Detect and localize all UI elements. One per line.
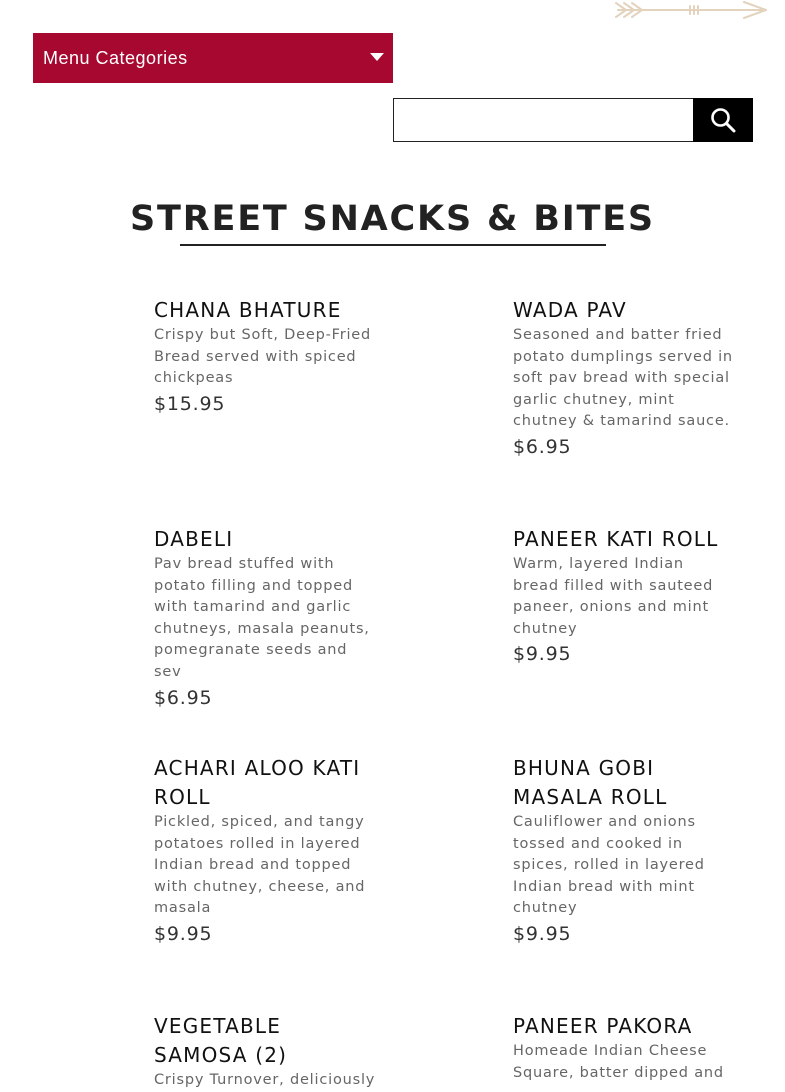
menu-item-achari-aloo-kati-roll [154, 754, 376, 945]
item-price: $9.95 [513, 922, 572, 945]
menu-item-bhuna-gobi-masala-roll [513, 754, 735, 945]
item-price: $9.95 [154, 922, 213, 945]
item-description: Cauliflower and onions tossed and cooked in spices, rolled in layered Indian bread with mint chutney [513, 814, 705, 917]
search-bar [393, 98, 753, 142]
item-description: Crispy Turnover, deliciously [154, 1072, 376, 1088]
menu-item-paneer-kati-roll [513, 525, 735, 665]
menu-item-vegetable-samosa [154, 1012, 376, 1092]
menu-categories-label: Menu Categories [43, 47, 188, 68]
menu-categories-dropdown[interactable] [33, 33, 393, 83]
section-title: STREET SNACKS & BITES [130, 199, 655, 239]
item-price: $15.95 [154, 392, 226, 415]
search-button[interactable] [693, 98, 753, 142]
item-price: $9.95 [513, 643, 572, 666]
item-price: $6.95 [513, 435, 572, 458]
section-title-underline [180, 244, 606, 246]
item-name: WADA PAV [513, 298, 627, 322]
item-name: PANEER PAKORA [513, 1014, 693, 1038]
search-input[interactable] [393, 98, 693, 142]
arrow-decoration-icon [612, 0, 772, 24]
caret-down-icon [370, 53, 384, 61]
item-description: Homeade Indian Cheese Square, batter dipped and [513, 1043, 724, 1081]
magnifier-icon [710, 107, 736, 133]
item-name: BHUNA GOBI MASALA ROLL [513, 756, 668, 809]
item-name: CHANA BHATURE [154, 298, 342, 322]
item-name: ACHARI ALOO KATI ROLL [154, 756, 361, 809]
item-description: Pav bread stuffed with potato filling and topped with tamarind and garlic chutneys, masala peanuts, pomegranate seeds and sev [154, 556, 370, 680]
item-description: Crispy but Soft, Deep-Fried Bread served with spiced chickpeas [154, 327, 372, 387]
item-name: DABELI [154, 527, 234, 551]
item-description: Seasoned and batter fried potato dumplings served in soft pav bread with special garlic chutney, mint chutney & tamarind sauce. [513, 327, 733, 430]
menu-item-chana-bhature [154, 296, 376, 415]
menu-item-dabeli [154, 525, 376, 709]
item-description: Warm, layered Indian bread filled with sauteed paneer, onions and mint chutney [513, 556, 714, 637]
item-name: PANEER KATI ROLL [513, 527, 719, 551]
item-price: $6.95 [154, 686, 213, 709]
item-name: VEGETABLE SAMOSA (2) [154, 1014, 288, 1067]
menu-item-paneer-pakora [513, 1012, 735, 1084]
item-description: Pickled, spiced, and tangy potatoes rolled in layered Indian bread and topped with chutney, cheese, and masala [154, 814, 366, 917]
menu-item-wada-pav [513, 296, 735, 458]
